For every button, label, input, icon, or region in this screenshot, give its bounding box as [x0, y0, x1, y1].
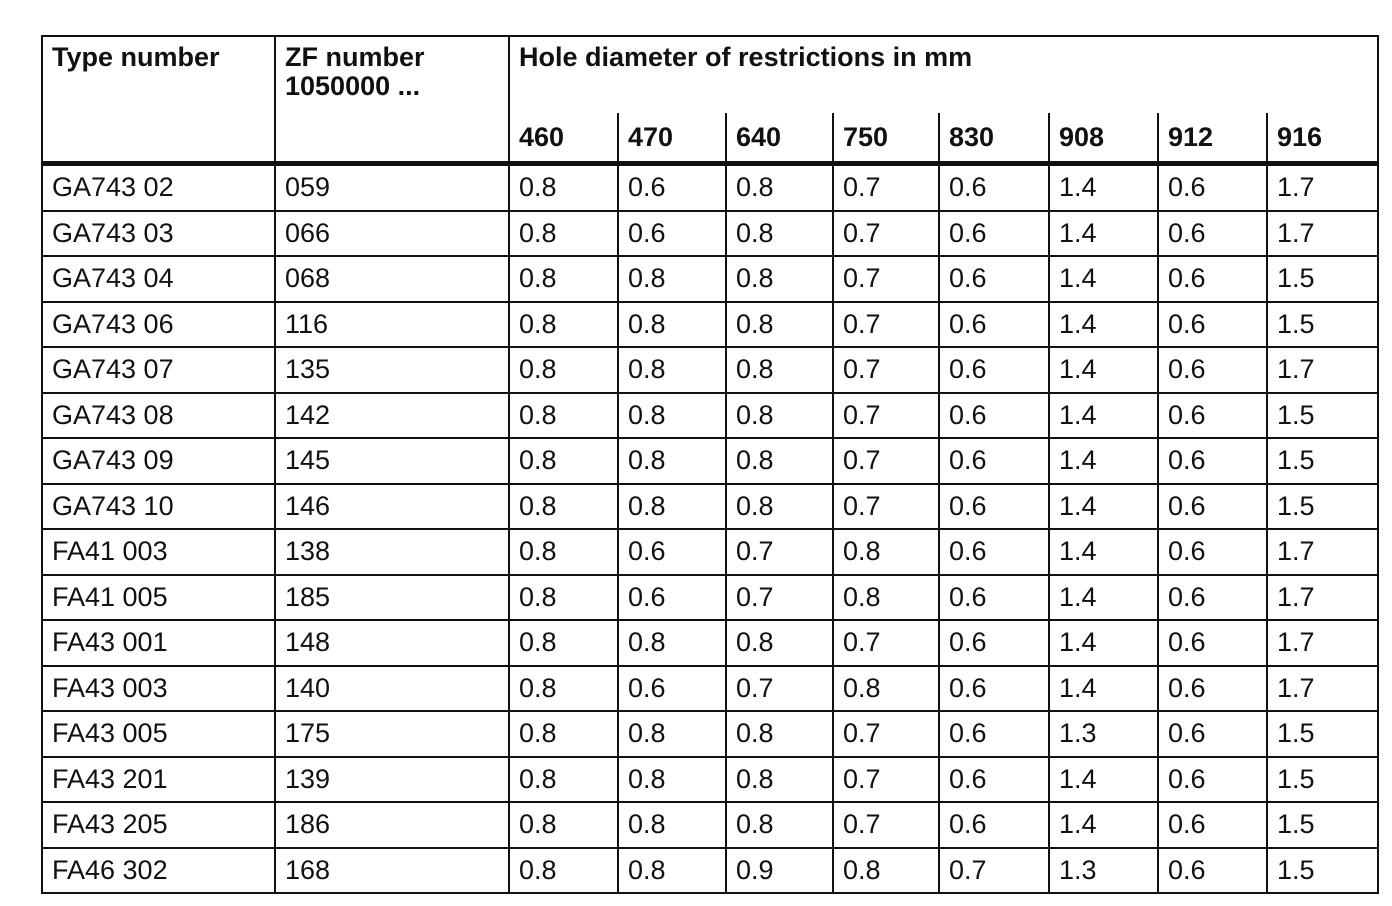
cell-zf-number: 175 — [275, 711, 509, 757]
cell-diameter-916: 1.5 — [1267, 484, 1378, 530]
cell-diameter-912: 0.6 — [1158, 620, 1267, 666]
header-column-640: 640 — [726, 113, 833, 164]
cell-diameter-830: 0.6 — [939, 164, 1049, 211]
cell-diameter-470: 0.6 — [618, 211, 726, 257]
cell-diameter-830: 0.6 — [939, 438, 1049, 484]
cell-zf-number: 145 — [275, 438, 509, 484]
cell-diameter-640: 0.7 — [726, 529, 833, 575]
header-column-830: 830 — [939, 113, 1049, 164]
cell-type-number: GA743 10 — [42, 484, 275, 530]
cell-diameter-460: 0.8 — [509, 575, 618, 621]
cell-diameter-916: 1.7 — [1267, 666, 1378, 712]
table-row — [42, 347, 1378, 393]
cell-diameter-750: 0.7 — [833, 164, 939, 211]
cell-diameter-912: 0.6 — [1158, 302, 1267, 348]
table-row — [42, 393, 1378, 439]
header-column-916: 916 — [1267, 113, 1378, 164]
cell-diameter-460: 0.8 — [509, 438, 618, 484]
cell-diameter-460: 0.8 — [509, 666, 618, 712]
cell-diameter-470: 0.8 — [618, 802, 726, 848]
cell-type-number: FA43 201 — [42, 757, 275, 803]
cell-diameter-750: 0.7 — [833, 256, 939, 302]
cell-diameter-470: 0.8 — [618, 347, 726, 393]
cell-diameter-640: 0.8 — [726, 256, 833, 302]
table-row — [42, 620, 1378, 666]
cell-diameter-830: 0.6 — [939, 620, 1049, 666]
cell-diameter-908: 1.4 — [1049, 211, 1158, 257]
cell-diameter-750: 0.7 — [833, 757, 939, 803]
cell-diameter-916: 1.7 — [1267, 529, 1378, 575]
table-row — [42, 711, 1378, 757]
cell-diameter-470: 0.6 — [618, 164, 726, 211]
cell-type-number: GA743 09 — [42, 438, 275, 484]
cell-diameter-916: 1.7 — [1267, 164, 1378, 211]
cell-diameter-640: 0.8 — [726, 757, 833, 803]
cell-diameter-908: 1.4 — [1049, 393, 1158, 439]
header-column-750: 750 — [833, 113, 939, 164]
cell-diameter-750: 0.7 — [833, 302, 939, 348]
restriction-diameter-table — [41, 35, 1379, 894]
cell-diameter-640: 0.7 — [726, 575, 833, 621]
cell-diameter-916: 1.5 — [1267, 848, 1378, 894]
cell-diameter-460: 0.8 — [509, 302, 618, 348]
cell-diameter-460: 0.8 — [509, 393, 618, 439]
cell-zf-number: 138 — [275, 529, 509, 575]
cell-diameter-912: 0.6 — [1158, 529, 1267, 575]
cell-diameter-460: 0.8 — [509, 211, 618, 257]
header-hole-diameter: Hole diameter of restrictions in mm — [509, 36, 1378, 113]
cell-zf-number: 148 — [275, 620, 509, 666]
cell-diameter-750: 0.7 — [833, 484, 939, 530]
cell-diameter-830: 0.6 — [939, 666, 1049, 712]
cell-diameter-916: 1.5 — [1267, 256, 1378, 302]
cell-diameter-470: 0.8 — [618, 711, 726, 757]
cell-diameter-830: 0.6 — [939, 484, 1049, 530]
table-row — [42, 302, 1378, 348]
cell-diameter-640: 0.8 — [726, 438, 833, 484]
cell-diameter-912: 0.6 — [1158, 666, 1267, 712]
cell-zf-number: 116 — [275, 302, 509, 348]
header-zf-number — [275, 36, 509, 164]
cell-diameter-640: 0.8 — [726, 802, 833, 848]
cell-type-number: GA743 08 — [42, 393, 275, 439]
header-column-470: 470 — [618, 113, 726, 164]
cell-diameter-916: 1.5 — [1267, 393, 1378, 439]
table-row — [42, 438, 1378, 484]
cell-diameter-470: 0.8 — [618, 438, 726, 484]
table-row — [42, 757, 1378, 803]
cell-zf-number: 142 — [275, 393, 509, 439]
cell-diameter-916: 1.7 — [1267, 575, 1378, 621]
cell-diameter-750: 0.8 — [833, 575, 939, 621]
cell-diameter-460: 0.8 — [509, 164, 618, 211]
cell-diameter-470: 0.8 — [618, 302, 726, 348]
cell-diameter-908: 1.4 — [1049, 256, 1158, 302]
cell-diameter-470: 0.8 — [618, 484, 726, 530]
cell-diameter-640: 0.8 — [726, 393, 833, 439]
cell-type-number: FA43 205 — [42, 802, 275, 848]
cell-diameter-460: 0.8 — [509, 347, 618, 393]
cell-zf-number: 139 — [275, 757, 509, 803]
cell-diameter-912: 0.6 — [1158, 484, 1267, 530]
cell-diameter-908: 1.4 — [1049, 302, 1158, 348]
cell-diameter-750: 0.8 — [833, 529, 939, 575]
cell-diameter-470: 0.6 — [618, 666, 726, 712]
cell-diameter-912: 0.6 — [1158, 393, 1267, 439]
cell-diameter-908: 1.4 — [1049, 347, 1158, 393]
cell-diameter-750: 0.7 — [833, 393, 939, 439]
cell-type-number: FA41 003 — [42, 529, 275, 575]
cell-zf-number: 068 — [275, 256, 509, 302]
cell-diameter-470: 0.8 — [618, 848, 726, 894]
cell-diameter-640: 0.8 — [726, 711, 833, 757]
cell-diameter-830: 0.6 — [939, 711, 1049, 757]
cell-diameter-830: 0.6 — [939, 347, 1049, 393]
cell-zf-number: 135 — [275, 347, 509, 393]
cell-diameter-916: 1.5 — [1267, 438, 1378, 484]
cell-diameter-460: 0.8 — [509, 802, 618, 848]
cell-diameter-908: 1.4 — [1049, 575, 1158, 621]
table-row — [42, 164, 1378, 211]
cell-diameter-470: 0.6 — [618, 529, 726, 575]
cell-diameter-460: 0.8 — [509, 529, 618, 575]
cell-diameter-908: 1.4 — [1049, 164, 1158, 211]
cell-diameter-912: 0.6 — [1158, 848, 1267, 894]
cell-diameter-750: 0.7 — [833, 438, 939, 484]
cell-diameter-750: 0.8 — [833, 848, 939, 894]
cell-diameter-750: 0.7 — [833, 802, 939, 848]
cell-diameter-640: 0.8 — [726, 347, 833, 393]
cell-diameter-912: 0.6 — [1158, 438, 1267, 484]
cell-diameter-916: 1.5 — [1267, 802, 1378, 848]
cell-diameter-912: 0.6 — [1158, 575, 1267, 621]
cell-diameter-750: 0.7 — [833, 211, 939, 257]
cell-diameter-640: 0.9 — [726, 848, 833, 894]
cell-diameter-908: 1.4 — [1049, 438, 1158, 484]
table-row — [42, 256, 1378, 302]
cell-diameter-908: 1.4 — [1049, 666, 1158, 712]
cell-diameter-908: 1.4 — [1049, 484, 1158, 530]
cell-diameter-640: 0.8 — [726, 164, 833, 211]
cell-diameter-830: 0.6 — [939, 575, 1049, 621]
cell-diameter-912: 0.6 — [1158, 757, 1267, 803]
cell-type-number: GA743 03 — [42, 211, 275, 257]
table-row — [42, 529, 1378, 575]
cell-type-number: GA743 06 — [42, 302, 275, 348]
header-zf-number-line2: 1050000 ... — [285, 71, 421, 102]
cell-type-number: FA43 001 — [42, 620, 275, 666]
cell-diameter-830: 0.6 — [939, 211, 1049, 257]
cell-diameter-908: 1.3 — [1049, 848, 1158, 894]
cell-diameter-640: 0.8 — [726, 620, 833, 666]
cell-diameter-912: 0.6 — [1158, 347, 1267, 393]
header-type-number: Type number — [42, 36, 275, 164]
cell-diameter-908: 1.4 — [1049, 757, 1158, 803]
cell-type-number: GA743 07 — [42, 347, 275, 393]
cell-diameter-750: 0.7 — [833, 620, 939, 666]
cell-diameter-830: 0.6 — [939, 256, 1049, 302]
cell-diameter-916: 1.5 — [1267, 302, 1378, 348]
cell-diameter-916: 1.5 — [1267, 711, 1378, 757]
cell-diameter-460: 0.8 — [509, 620, 618, 666]
table-row — [42, 666, 1378, 712]
cell-diameter-830: 0.6 — [939, 302, 1049, 348]
cell-diameter-830: 0.6 — [939, 757, 1049, 803]
table-row — [42, 848, 1378, 894]
table-row — [42, 802, 1378, 848]
cell-diameter-470: 0.8 — [618, 757, 726, 803]
cell-diameter-640: 0.8 — [726, 211, 833, 257]
cell-diameter-750: 0.7 — [833, 347, 939, 393]
cell-type-number: GA743 02 — [42, 164, 275, 211]
cell-diameter-470: 0.8 — [618, 256, 726, 302]
cell-diameter-750: 0.8 — [833, 666, 939, 712]
cell-type-number: GA743 04 — [42, 256, 275, 302]
cell-type-number: FA43 003 — [42, 666, 275, 712]
cell-diameter-908: 1.4 — [1049, 620, 1158, 666]
cell-diameter-912: 0.6 — [1158, 164, 1267, 211]
cell-diameter-916: 1.5 — [1267, 757, 1378, 803]
cell-diameter-460: 0.8 — [509, 757, 618, 803]
cell-zf-number: 185 — [275, 575, 509, 621]
cell-diameter-470: 0.6 — [618, 575, 726, 621]
cell-diameter-640: 0.8 — [726, 484, 833, 530]
cell-zf-number: 140 — [275, 666, 509, 712]
cell-zf-number: 168 — [275, 848, 509, 894]
cell-diameter-830: 0.6 — [939, 802, 1049, 848]
cell-zf-number: 146 — [275, 484, 509, 530]
cell-zf-number: 186 — [275, 802, 509, 848]
table-row — [42, 484, 1378, 530]
table-row — [42, 575, 1378, 621]
cell-type-number: FA43 005 — [42, 711, 275, 757]
cell-diameter-916: 1.7 — [1267, 620, 1378, 666]
cell-diameter-470: 0.8 — [618, 620, 726, 666]
cell-diameter-460: 0.8 — [509, 711, 618, 757]
cell-zf-number: 059 — [275, 164, 509, 211]
header-column-912: 912 — [1158, 113, 1267, 164]
cell-diameter-640: 0.8 — [726, 302, 833, 348]
cell-diameter-916: 1.7 — [1267, 347, 1378, 393]
cell-zf-number: 066 — [275, 211, 509, 257]
cell-diameter-830: 0.6 — [939, 393, 1049, 439]
cell-diameter-908: 1.4 — [1049, 802, 1158, 848]
cell-diameter-912: 0.6 — [1158, 711, 1267, 757]
cell-diameter-830: 0.7 — [939, 848, 1049, 894]
cell-diameter-908: 1.3 — [1049, 711, 1158, 757]
table-row — [42, 211, 1378, 257]
cell-diameter-750: 0.7 — [833, 711, 939, 757]
cell-diameter-912: 0.6 — [1158, 211, 1267, 257]
cell-diameter-640: 0.7 — [726, 666, 833, 712]
cell-diameter-912: 0.6 — [1158, 802, 1267, 848]
cell-type-number: FA41 005 — [42, 575, 275, 621]
cell-diameter-830: 0.6 — [939, 529, 1049, 575]
cell-diameter-460: 0.8 — [509, 256, 618, 302]
header-zf-number-line1: ZF number — [285, 42, 425, 72]
cell-diameter-470: 0.8 — [618, 393, 726, 439]
cell-diameter-460: 0.8 — [509, 484, 618, 530]
cell-diameter-460: 0.8 — [509, 848, 618, 894]
cell-diameter-916: 1.7 — [1267, 211, 1378, 257]
cell-diameter-912: 0.6 — [1158, 256, 1267, 302]
cell-type-number: FA46 302 — [42, 848, 275, 894]
header-column-908: 908 — [1049, 113, 1158, 164]
header-column-460: 460 — [509, 113, 618, 164]
cell-diameter-908: 1.4 — [1049, 529, 1158, 575]
